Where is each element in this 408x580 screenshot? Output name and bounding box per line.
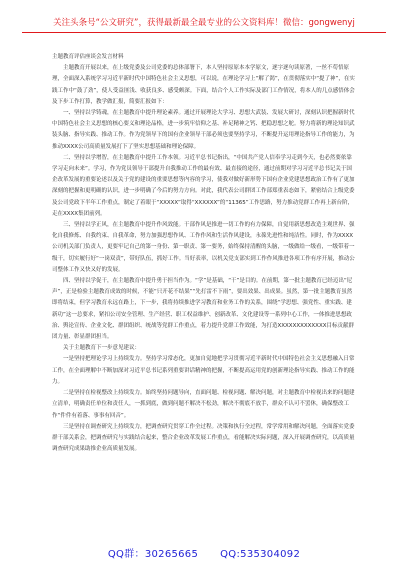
paragraph-section-2: 二、坚持以学增智，在主题教育中提升工作本领。习近平总书记指出，“中国共产党人信奉学习走到今天，也必然要依靠学习走向未来”。学习，作为党员领导干部提升自我推动工作的最有效、最直接的途径，通过前期对学习习近平总书记关于国企改革发展的重要论述以及关于党的建设的重要思想等内容的学习，使我对做好新形势下国有企业党建思想政治工作有了更加深刻的把握和更明确的认识，进一步明确了今后的努力方向。对此，我代表公司群团工作部郑重表态如下，紧密结合上级党委及公司党政下半年工作重点，制定了着眼于“XXXXX”取得“XXXXXX”的“11365”工作思路，努力推动党群工作再上新台阶，走在XXXX集团前列。 [52,154,355,217]
qq-label: QQ: [220,549,241,560]
paragraph-section-3: 三、坚持以学正风，在主题教育中提升作风效能。干部作风是推进一切工作的有力保障，自觉用新思想改造主观世界、强化自我修炼、自我约束、自我革命，努力加强思想作风、工作作风和生活作风建设，永葆先进性和纯洁性。同时，作为XXXX公司机关部门负责人，更要牢记自己的第一身份、第一职责、第一要务，始终保持清醒的头脑，一级做给一级看，一级带着一级干，切实履行好“一岗双责”，带好队伍，抓好工作。当好表率，以机关党支部实到工作作风推进各项工作有序开展，推动公司整体工作又快又好的发展。 [52,222,355,273]
follow-promo-text: 关注头条号“公文研究”，获得最新最全最专业的公文资料库！ [53,18,283,28]
suggestion-1: 一是坚持把理论学习上持续发力。坚持学习常态化，更加自觉地把学习贯彻习近平新时代中国特色社会主义思想融入日常工作，在全面理解中不断加深对习近平总书记系列重要讲话精神的把握，不断提高运用党的创新理论指导实践、推动工作的能力。 [52,356,355,385]
suggestion-2: 二是坚持在检视整改上持续发力。始终坚持问题导向，直面问题、检视问题、解决问题，对主题教育中检视出来的问题建立清单，明确责任单位和责任人，一抓到底，做到问题不解决不松劲，解决不彻底不放手，群众不认可不罢休，确保整改工作“件件有着落、事事有回音”。 [52,390,355,419]
header-divider [22,32,386,33]
document-title: 主题教育评估座谈会发言材料 [52,54,124,60]
wechat-label: 微信： [282,18,309,28]
wechat-id: gongwenyj [308,18,355,28]
document-body [52,52,356,455]
qq-number: 535304092 [240,549,301,560]
qq-group-number: 30265665 [144,549,199,560]
paragraph-intro: 主题教育开展以来，在上级党委及公司党委的总体部署下，本人坚持原原本本学原文，逐字逐句读原著，一丝不苟悟原理，全面深入系统学习习近平新时代中国特色社会主义思想，可以说，在理论学习上“解了渴”，在贯彻落实中“提了神”，在实践工作中“鼓了劲”，使人受益匪浅、收获良多、感受颇深。下面，结合个人工作实际及部门工作情况，将本人的几点感悟体会及下步工作打算，教学做汇报，简要汇报如下： [52,65,355,105]
paragraph-section-1: 一、坚持以学铸魂，在主题教育中提升理论素养。通过开展理论大学习、思想大武装、发展大研讨，深刻认识把握新时代中国特色社会主义思想的核心要义和理论品格，进一步筑牢信仰之基、补足精神之钙、把稳思想之舵。努力将新的理论知识武装头脑、指导实践、推动工作。作为党领导下的国有企业领导干部必须也要坚持学习，不断提升运用理论指导工作的能力，为推动XXXX公司高质量发展打下了坚实思想基础和理论保障。 [52,110,355,150]
header-banner [0,18,408,29]
suggestions-heading: 关于主题教育下一步意见建议： [63,345,141,352]
suggestion-3: 三是坚持在调查研究上持续发力，把调查研究贯穿工作全过程。决策和执行全过程，常学常用和解决问题，全面落实党委群干部关系会，把调查研究与实践结合起来，整合企业改革发展工作重点，看能解决实际问题，深入开展调查研究，以高质量调查研究成果助推企业高质量发展。 [52,423,355,453]
footer-contact [0,548,408,562]
paragraph-section-4: 四、坚持以学促干，在主题教育中提升勇于担当作为。“学”是基础，“干”是目的。在前期，第一批主题教育已经迈出“尼声”，正是检验主题教育成效的时候，不能“只开花不结果”“先打雷不下雨”，要出效果、出成果。虽然，第一批主题教育虽然即将结束，但学习教育永远在路上，下一步，我将持续推进学习教育和业务工作的关系，围绕“学思想、强党性、重实践、建新功”这一总要求，紧扣公司安全管理、生产经营、职工权益维护、创新改革、文化建设等一系列中心工作，一体推进思想政治、舆论宣传、企业文化、群团组织、统战等党群工作重点，着力提升党群工作效能，为打造XXXXXXXXXXXXX目标贡献群团力量、彰显群团担当。 [52,278,354,341]
qq-group-label: QQ群： [107,549,145,560]
